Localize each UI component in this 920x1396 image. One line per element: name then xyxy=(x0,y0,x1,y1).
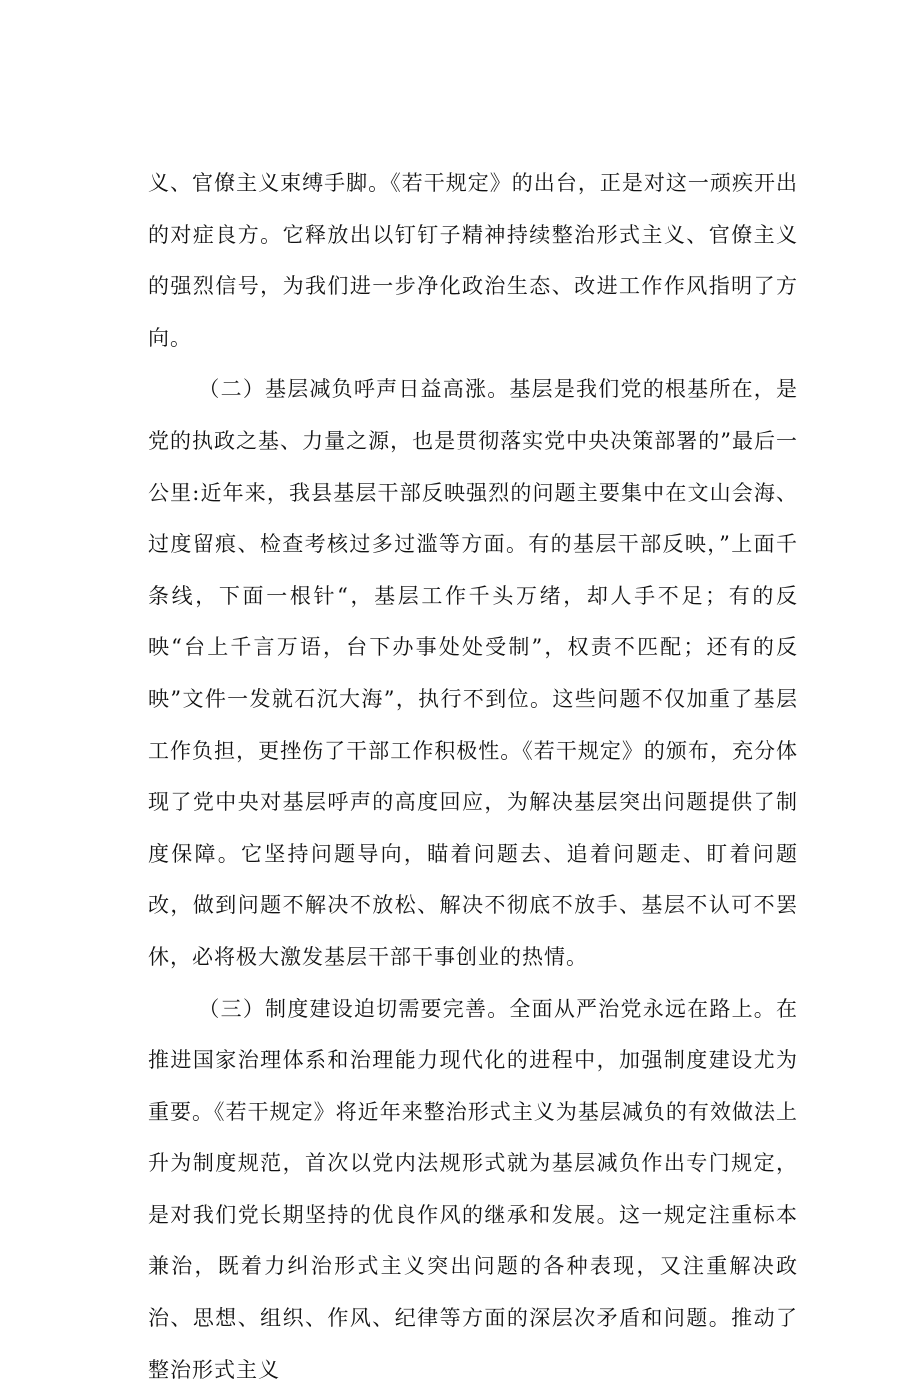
body-text xyxy=(148,158,798,1396)
paragraph-1: 义、官僚主义束缚手脚。《若干规定》的出台，正是对这一顽疾开出的对症良方。它释放出以钉钉子精神持续整治形式主义、官僚主义的强烈信号，为我们进一步净化政治生态、改进工作作风指明了方向。 xyxy=(148,158,798,364)
paragraph-3: （三）制度建设迫切需要完善。全面从严治党永远在路上。在推进国家治理体系和治理能力现代化的进程中，加强制度建设尤为重要。《若干规定》将近年来整治形式主义为基层减负的有效做法上升为制度规范，首次以党内法规形式就为基层减负作出专门规定，是对我们党长期坚持的优良作风的继承和发展。这一规定注重标本兼治，既着力纠治形式主义突出问题的各种表现，又注重解决政治、思想、组织、作风、纪律等方面的深层次矛盾和问题。推动了整治形式主义 xyxy=(148,984,798,1396)
paragraph-2: （二）基层减负呼声日益高涨。基层是我们党的根基所在，是党的执政之基、力量之源，也是贯彻落实党中央决策部署的”最后一公里:近年来，我县基层干部反映强烈的问题主要集中在文山会海、过度留痕、检查考核过多过滥等方面。有的基层干部反映，”上面千条线，下面一根针“，基层工作千头万绪，却人手不足；有的反映“台上千言万语，台下办事处处受制”，权责不匹配；还有的反映”文件一发就石沉大海”，执行不到位。这些问题不仅加重了基层工作负担，更挫伤了干部工作积极性。《若干规定》的颁布，充分体现了党中央对基层呼声的高度回应，为解决基层突出问题提供了制度保障。它坚持问题导向，瞄着问题去、追着问题走、盯着问题改，做到问题不解决不放松、解决不彻底不放手、基层不认可不罢休，必将极大激发基层干部干事创业的热情。 xyxy=(148,364,798,983)
